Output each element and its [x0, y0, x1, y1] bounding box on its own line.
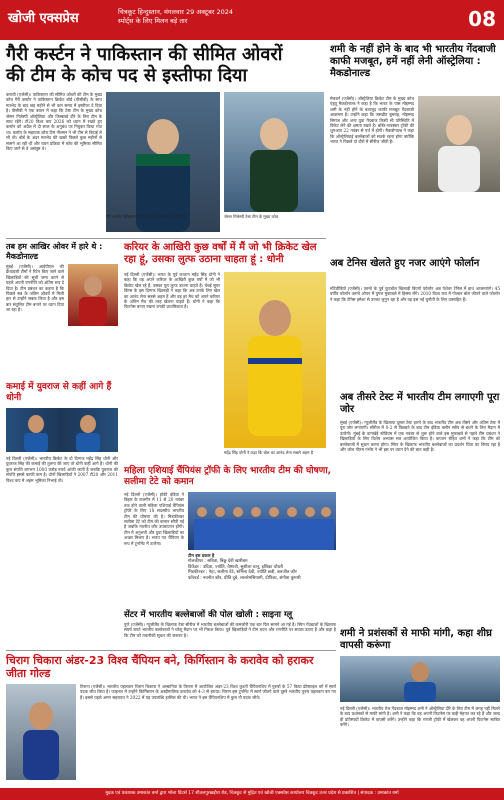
- player-portrait: [68, 264, 118, 326]
- womens-body: नई दिल्ली (एजेंसी)। हॉकी इंडिया ने बिहार के राजगीर में 11 से 20 नवंबर तक होने वाली महिला एशियाई चैंपियंस ट्रॉफी के लिए 18 सदस्यीय भारतीय टीम की घोषणा की है। मिडफील्डर सलीमा टेटे को टीम की कमान सौंपी गई है जबकि नवनीत कौर उपकप्तान होंगी। टीम में अनुभवी और युवा खिलाड़ियों का अच्छा मिश्रण है। भारत गत चैंपियन के रूप में टूर्नामेंट में उतरेगा।: [124, 492, 184, 546]
- lead-body: कराची (एजेंसी)। पाकिस्तान की सीमित ओवरों की टीम के मुख्य कोच गैरी कर्स्टन ने पाकिस्तान क्रिकेट बोर्ड (पीसीबी) के साथ मतभेद के बाद छह महीने से भी कम समय में इस्तीफा दे दिया है। पीसीबी ने एक बयान में कहा कि टेस्ट टीम के मुख्य कोच जेसन गिलेस्पी ऑस्ट्रेलिया और जिम्बाब्वे दौरे के लिए टीम के साथ रहेंगे। टी20 विश्व कप 2026 को ध्यान में रखते हुए कर्स्टन को अप्रैल में दो साल के अनुबंध पर नियुक्त किया गया था। कर्स्टन के सहायक कोच टिम नील्सन ने भी टीम से विदाई ले ली थी। बोर्ड के अंदर मतभेद की खबरें पिछले कुछ महीनों से सामने आ रही थीं और चयन प्रक्रिया में कोच की भूमिका सीमित किए जाने से वे असंतुष्ट थे।: [6, 92, 102, 152]
- forlan-headline: अब टेनिस खेलते हुए नजर आएंगे फोर्लान: [330, 258, 480, 269]
- team-photo: [188, 492, 336, 550]
- masthead: [0, 0, 504, 40]
- dhoni-body: नई दिल्ली (एजेंसी)। भारत के पूर्व कप्तान महेंद्र सिंह धोनी ने कहा कि वह अपने करियर के आखिरी कुछ वर्षों में जो भी क्रिकेट खेल रहे हैं, उसका पूरा लुत्फ उठाना चाहते हैं। चेन्नई सुपर किंग्स के इस दिग्गज खिलाड़ी ने कहा कि अब उनके लिए खेल का आनंद लेना सबसे अहम है और वह हर मैच को अपने करियर के अंतिम मैच की तरह खेलना चाहते हैं। धोनी ने कहा कि फिटनेस बनाए रखना उनकी प्राथमिकता है।: [124, 272, 220, 310]
- chirag-headline: चिराग चिकारा अंडर-23 विश्व चैंपियन बने, किर्गिस्तान के करावेव को हराकर जीता गोल्ड: [6, 654, 314, 680]
- team-group: [188, 492, 336, 550]
- squad-item: गोलकीपर : सविता, बिछु देवी खारीबम: [188, 559, 248, 565]
- womens-headline: महिला एशियाई चैंपियंस ट्रॉफी के लिए भारतीय टीम की घोषणा, सलीमा टेटे को कमान: [124, 466, 332, 487]
- center-batting-headline: सेंटर में भारतीय बल्लेबाजों की पोल खोली : साइना ग्लू: [124, 610, 293, 620]
- yuvraj-photo: [6, 408, 118, 452]
- player-silhouette: [106, 92, 220, 232]
- womens-hockey-story: [124, 466, 336, 606]
- lead-photo-caption-2: जेसन गिलेस्पी टेस्ट टीम के मुख्य कोच: [224, 214, 279, 219]
- squad-item: फॉरवर्ड : नवनीत कौर, प्रीति दुबे, लालरेमसियामी, दीपिका, संगीता कुमारी: [188, 575, 301, 581]
- divider: [6, 650, 336, 651]
- yuvraj-headline: कमाई में युवराज से कहीं आगे हैं धोनी: [6, 382, 112, 403]
- mcdonald-body: मेलबर्न (एजेंसी)। ऑस्ट्रेलिया क्रिकेट टीम के मुख्य कोच एंड्रयू मैकडोनाल्ड ने कहा है कि भारत के पास मोहम्मद शमी के नहीं होने के बावजूद काफी मजबूत गेंदबाजी आक्रमण है। उन्होंने कहा कि जसप्रीत बुमराह, मोहम्मद सिराज और अन्य युवा गेंदबाज किसी भी परिस्थिति में विकेट लेने की क्षमता रखते हैं। बॉर्डर-गावस्कर ट्रॉफी की शुरुआत 22 नवंबर से पर्थ में होगी। मैकडोनाल्ड ने कहा कि ऑस्ट्रेलियाई बल्लेबाजों को सतर्क रहना होगा क्योंकि भारत ने पिछले दो दौरों में सीरीज जीती है।: [330, 96, 414, 145]
- last-over-headline: तब हम आखिर ओवर में हारे थे : मैकडोनाल्ड: [6, 242, 103, 261]
- footer-imprint: मुद्रक एवं प्रकाशक उमाकांत वर्मा द्वारा भोला प्रिंटर्स 17 शीतलपुरखड़ौरा रोड, चित्रकूट से मुद्रित एवं खोजी एक्सप्रेस कार्यालय चित्रकूट उत्तर प्रदेश से प्रकाशित | संपादक : उमाकांत वर्मा: [0, 788, 504, 800]
- shami-figure: [340, 656, 500, 702]
- coach-portrait: [418, 96, 500, 192]
- yuvraj-body: नई दिल्ली (एजेंसी)। भारतीय क्रिकेट के दो दिग्गज महेंद्र सिंह धोनी और युवराज सिंह की कमाई की तुलना की जाए तो धोनी कहीं आगे हैं। धोनी की कुल संपत्ति लगभग 1000 करोड़ रुपये आंकी जाती है जबकि युवराज की संपत्ति इससे काफी कम है। दोनों खिलाड़ियों ने 2007 टी20 और 2011 विश्व कप में अहम भूमिका निभाई थी।: [6, 456, 118, 483]
- squad-title: टीम इस प्रकार है: [188, 554, 215, 559]
- dhoni-headline: करियर के आखिरी कुछ वर्षों में मैं जो भी क्रिकेट खेल रहा हूं, उसका लुत्फ उठाना चाहता हूं : धोनी: [124, 242, 317, 265]
- chirag-body: तिराना (एजेंसी)। भारतीय पहलवान चिराग चिकारा ने अल्बानिया के तिराना में आयोजित अंडर-23 विश्व कुश्ती चैंपियनशिप में पुरुषों के 57 किग्रा फ्रीस्टाइल वर्ग में स्वर्ण पदक जीत लिया है। फाइनल में उन्होंने किर्गिस्तान के अब्दीमालिक करावेव को 4-3 से हराया। चिराग इस टूर्नामेंट में स्वर्ण जीतने वाले दूसरे भारतीय पुरुष पहलवान बन गए हैं। इससे पहले अमन सहरावत ने 2022 में यह उपलब्धि हासिल की थी। भारत ने इस चैंपियनशिप में कुल नौ पदक जीते।: [80, 684, 336, 700]
- squad-item: मिडफील्डर : नेहा, सलीमा टेटे, शर्मिला देवी, ज्योति छत्री, बलजीत कौर: [188, 570, 297, 576]
- mcdonald-headline: शमी के नहीं होने के बाद भी भारतीय गेंदबाजी काफी मजबूत, हमें नहीं लेनी ऑस्ट्रेलिया : मैकडोनाल्ड: [330, 44, 496, 79]
- date-line-2: स्पोर्ट्स के लिए मिलन बड़े तार: [118, 17, 188, 25]
- lead-photo: [106, 92, 220, 232]
- two-players: [6, 408, 118, 452]
- dhoni-caption: महेंद्र सिंह धोनी ने कहा कि खेल का आनंद लेना सबसे अहम है: [224, 450, 313, 455]
- mcdonald-photo: [418, 96, 500, 192]
- lead-photo-caption: गैरी कर्स्टन पाकिस्तान टीम के साथ अभ्यास सत्र के दौरान: [106, 214, 188, 219]
- shami-headline: शमी ने प्रशंसकों से माफी मांगी, कहा शीघ्र वापसी करूंगा: [340, 628, 492, 651]
- date-line-1: चित्रकूट हिन्दुस्तान, मंगलवार 29 अक्टूबर 2024: [118, 8, 234, 16]
- last-over-story: [6, 242, 118, 377]
- section-title: खोजी एक्सप्रेस: [8, 11, 79, 26]
- wrestler-portrait: [6, 684, 76, 780]
- divider: [6, 238, 326, 239]
- shami-body: नई दिल्ली (एजेंसी)। भारतीय तेज गेंदबाज मोहम्मद शमी ने ऑस्ट्रेलिया दौरे के लिए टीम में जगह नहीं मिलने के बाद प्रशंसकों से माफी मांगी है। शमी ने कहा कि वह अपनी फिटनेस पर कड़ी मेहनत कर रहे हैं और जल्द ही प्रतिस्पर्धी क्रिकेट में वापसी करेंगे। उन्होंने कहा कि रणजी ट्रॉफी में खेलकर वह अपनी फिटनेस साबित करेंगे।: [340, 706, 500, 728]
- lead-headline-line-2: की टीम के कोच पद से इस्तीफा दिया: [6, 65, 248, 86]
- dhoni-figure: [224, 272, 326, 448]
- squad-item: डिफेंडर : उदिता, ज्योति, वैष्णवी, सुशीला चानू, इशिका चौधरी: [188, 564, 284, 570]
- page-number: 08: [468, 7, 496, 31]
- lead-story: [6, 44, 324, 234]
- chirag-story: [6, 654, 336, 784]
- forlan-body: मोंटेवीडियो (एजेंसी)। उरुग्वे के पूर्व फुटबॉल खिलाड़ी डिएगो फोर्लान अब पेशेवर टेनिस में हाथ आजमाएंगे। 45 वर्षीय फोर्लान उरुग्वे ओपन में युगल मुकाबले में हिस्सा लेंगे। 2010 विश्व कप में गोल्डन बॉल जीतने वाले फोर्लान ने कहा कि टेनिस हमेशा से उनका जुनून रहा है और वह इस नई चुनौती के लिए उत्साहित हैं।: [330, 286, 500, 302]
- dhoni-story: [124, 242, 326, 460]
- shami-photo: [340, 656, 500, 702]
- third-test-headline: अब तीसरे टेस्ट में भारतीय टीम लगाएगी पूरा जोर: [340, 392, 500, 415]
- lead-photo-2: [224, 92, 324, 212]
- lead-headline: [6, 44, 324, 86]
- last-over-photo: [68, 264, 118, 326]
- lead-headline-line-1: गैरी कर्स्टन ने पाकिस्तान की सीमित ओवरों: [6, 44, 283, 65]
- dhoni-photo: [224, 272, 326, 448]
- third-test-story: [340, 392, 500, 622]
- center-batting-body: पुणे (एजेंसी)। न्यूजीलैंड के खिलाफ टेस्ट सीरीज में भारतीय बल्लेबाजों की कमजोरी एक बार फिर सामने आ गई है। स्पिन गेंदबाजों के खिलाफ संघर्ष करते भारतीय बल्लेबाजों ने घरेलू मैदान पर भी निराश किया। पूर्व खिलाड़ियों ने टीम चयन और रणनीति पर सवाल उठाए हैं और कहा है कि टीम को तकनीकी सुधार की जरूरत है।: [124, 622, 336, 638]
- shami-story: [340, 628, 500, 784]
- center-batting-story: [124, 610, 336, 648]
- coach-silhouette: [224, 92, 324, 212]
- mcdonald-story: [330, 44, 500, 254]
- forlan-story: [330, 258, 500, 388]
- squad-list: [188, 554, 336, 606]
- chirag-photo: [6, 684, 76, 780]
- yuvraj-story: [6, 382, 118, 502]
- date-line: [118, 8, 233, 26]
- third-test-body: मुंबई (एजेंसी)। न्यूजीलैंड के खिलाफ दूसरा टेस्ट हारने के बाद भारतीय टीम अब तीसरे और अंतिम टेस्ट में पूरा जोर लगाएगी। सीरीज में 0-2 से पिछड़ने के बाद टीम इंडिया क्लीन स्वीप से बचने के लिए मैदान में उतरेगी। मुंबई के वानखेड़े स्टेडियम में एक नवंबर से शुरू होने वाले इस मुकाबले से पहले टीम प्रबंधन ने खिलाड़ियों के लिए विशेष अभ्यास सत्र आयोजित किया है। कप्तान रोहित शर्मा ने कहा कि टीम को बल्लेबाजी में सुधार करना होगा। स्पिन के खिलाफ भारतीय बल्लेबाजों का प्रदर्शन चिंता का विषय रहा है और कोच गौतम गंभीर ने भी इस पर ध्यान देने की बात कही है।: [340, 420, 500, 453]
- last-over-body: मुंबई (एजेंसी)। आईपीएल की फ्रेंचाइजी टीमों ने रिटेन किए जाने वाले खिलाड़ियों की सूची जमा करने से पहले अपनी रणनीति को अंतिम रूप दे दिया है। टीम प्रबंधन का कहना है कि पिछले सत्र के अंतिम ओवरों में मिली हार से उन्होंने सबक लिया है और इस बार संतुलित टीम बनाने पर ध्यान दिया जा रहा है।: [6, 264, 64, 313]
